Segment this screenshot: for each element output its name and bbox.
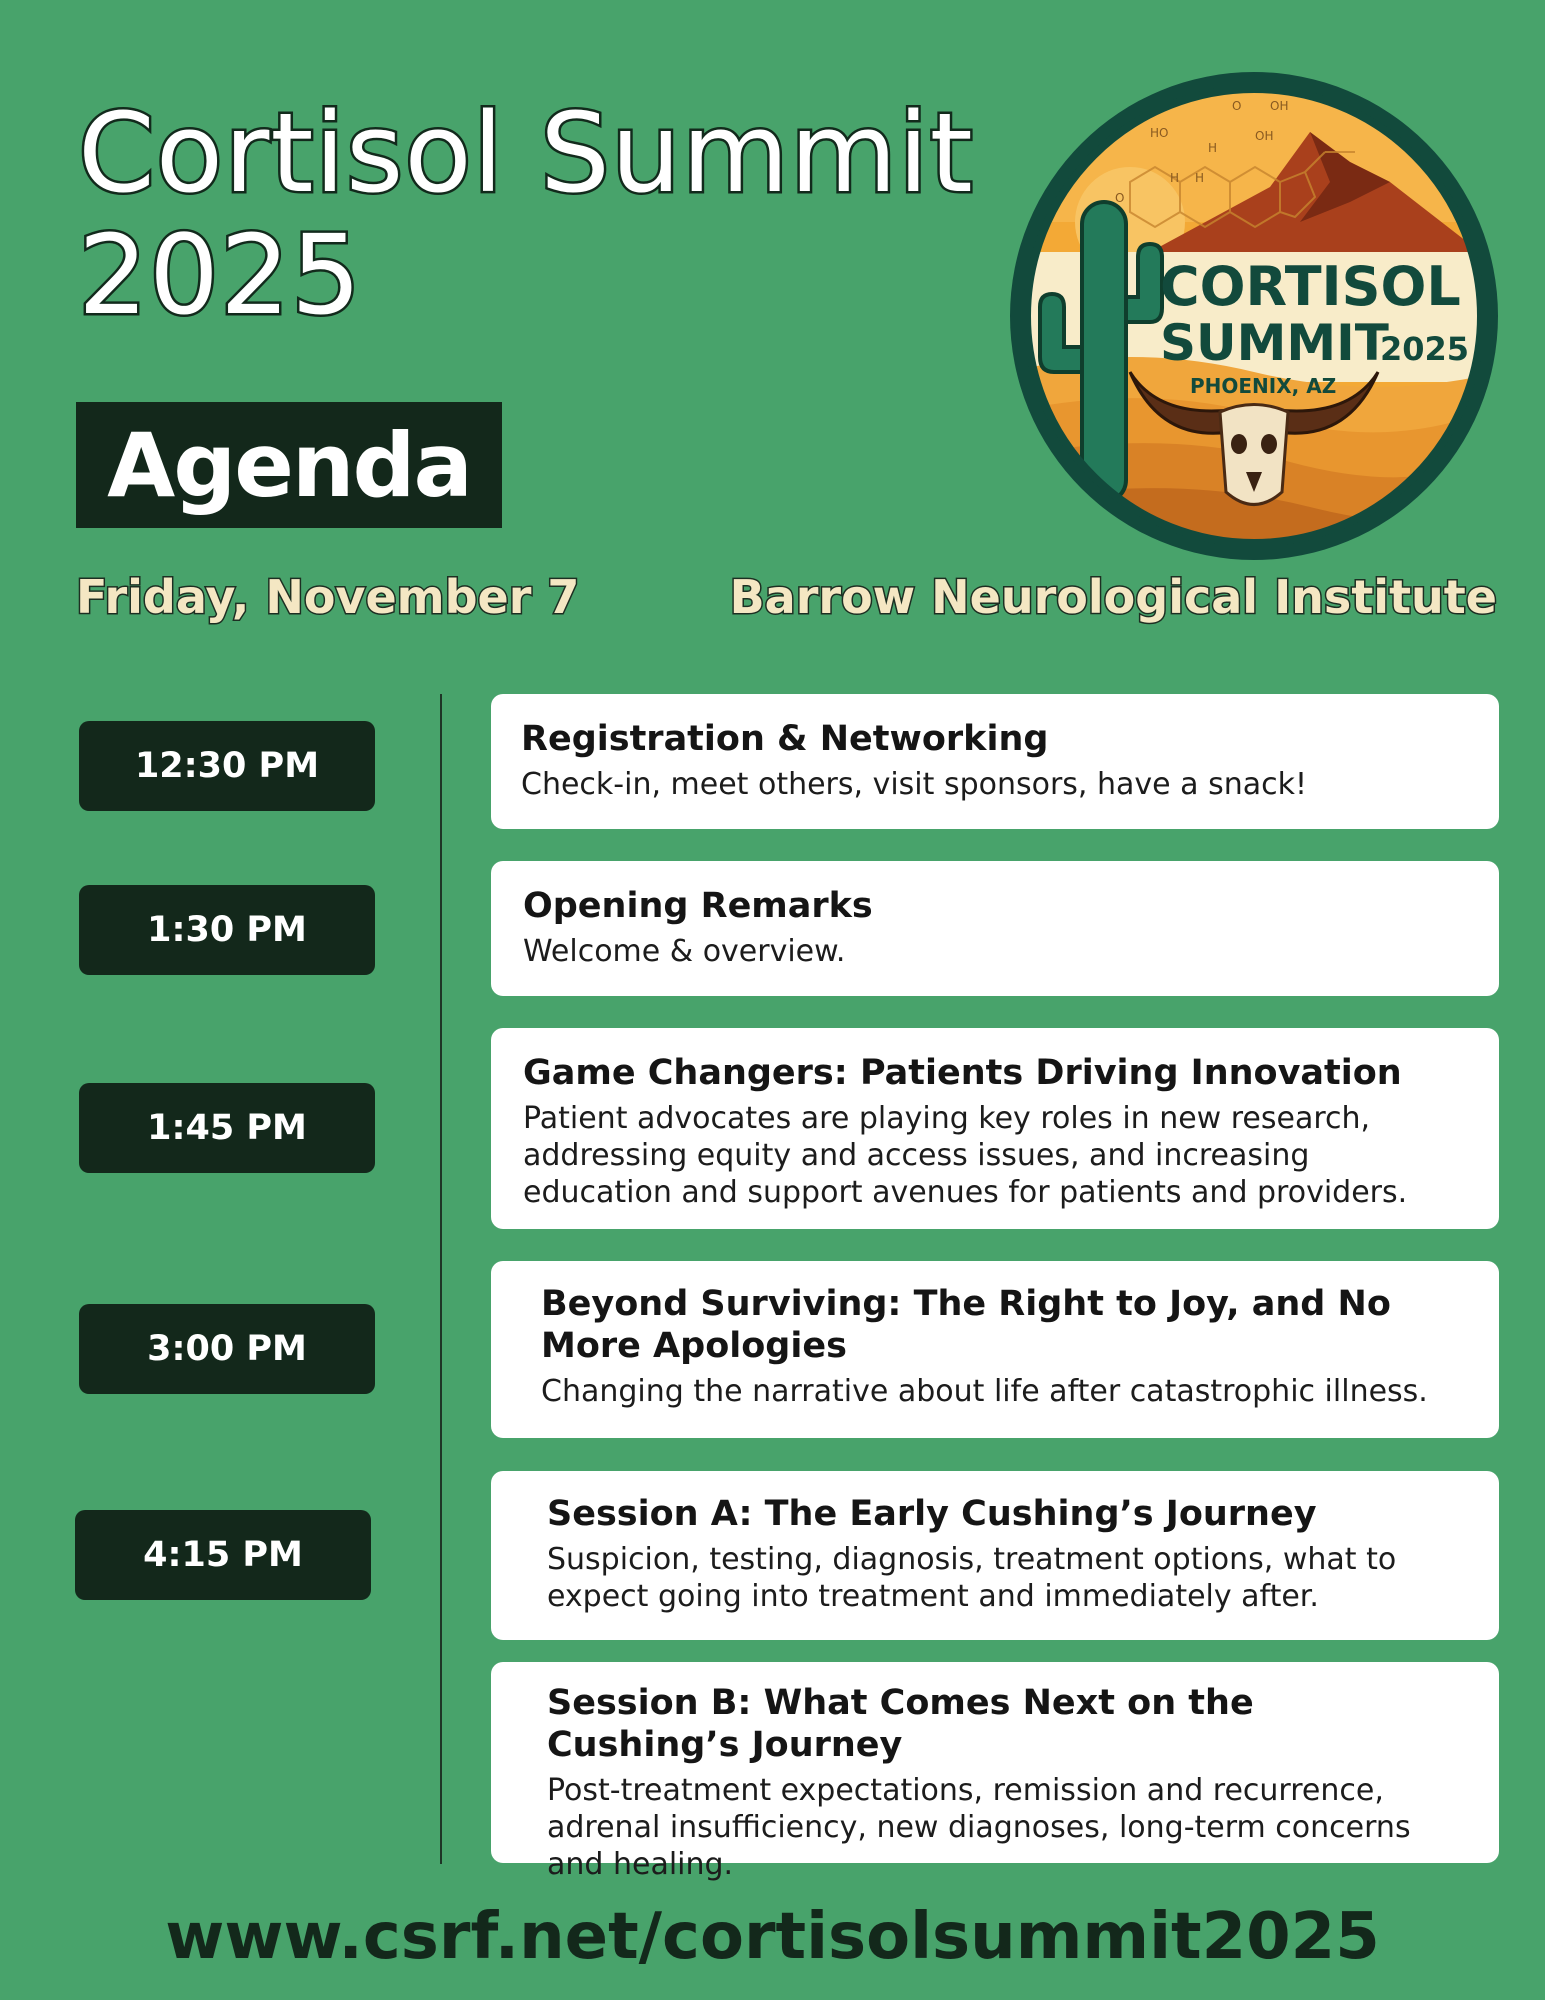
agenda-item-description: Suspicion, testing, diagnosis, treatment options, what to expect going into treatment and immediately after. [547,1542,1397,1614]
agenda-item-title: Beyond Surviving: The Right to Joy, and No More Apologies [541,1284,1391,1366]
svg-text:OH: OH [1270,99,1289,113]
agenda-item-title: Registration & Networking [521,719,1049,759]
agenda-item-title: Opening Remarks [523,886,873,926]
agenda-item-description: Check-in, meet others, visit sponsors, have a snack! [521,767,1307,802]
event-url[interactable]: www.csrf.net/cortisolsummit2025 [165,1900,1380,1974]
agenda-item-registration [491,694,1499,829]
agenda-item-description: Patient advocates are playing key roles in new research, addressing equity and access issues, and increasing education and support avenues for patients and providers. [523,1101,1408,1210]
svg-text:OH: OH [1255,129,1274,143]
time-badge: 1:30 PM [79,885,375,975]
agenda-item-description: Post-treatment expectations, remission and recurrence, adrenal insufficiency, new diagnoses, long-term concerns and healing. [547,1773,1411,1882]
time-badge: 4:15 PM [75,1510,371,1600]
logo-year: 2025 [1380,330,1470,368]
event-date: Friday, November 7 [76,570,580,624]
agenda-item-title: Game Changers: Patients Driving Innovation [523,1053,1402,1093]
time-badge: 12:30 PM [79,721,375,811]
svg-text:O: O [1232,99,1242,113]
logo-word-summit: SUMMIT [1160,314,1389,372]
summit-logo [1010,72,1498,560]
agenda-item-game-changers [491,1028,1499,1229]
agenda-item-opening-remarks [491,861,1499,996]
agenda-item-description: Welcome & overview. [523,934,846,969]
svg-text:H: H [1170,171,1180,185]
logo-location: PHOENIX, AZ [1190,374,1337,398]
agenda-item-session-a [491,1471,1499,1640]
svg-text:HO: HO [1150,126,1169,140]
time-badge: 1:45 PM [79,1083,375,1173]
svg-text:O: O [1115,191,1125,205]
agenda-item-beyond-surviving [491,1261,1499,1438]
svg-text:H: H [1195,171,1205,185]
agenda-item-title: Session A: The Early Cushing’s Journey [547,1494,1317,1534]
agenda-item-description: Changing the narrative about life after catastrophic illness. [541,1374,1428,1409]
event-title [78,89,1028,339]
logo-word-cortisol: CORTISOL [1160,255,1461,318]
time-badge: 3:00 PM [79,1304,375,1394]
agenda-item-title: Session B: What Comes Next on the Cushing’s Journey [547,1683,1254,1765]
event-title-line2: 2025 [78,211,362,339]
agenda-item-session-b [491,1662,1499,1882]
event-title-line1: Cortisol Summit [78,89,974,217]
svg-text:H: H [1208,141,1218,155]
agenda-heading: Agenda [76,402,502,528]
timeline-divider [440,694,442,1864]
event-venue: Barrow Neurological Institute [729,570,1497,624]
